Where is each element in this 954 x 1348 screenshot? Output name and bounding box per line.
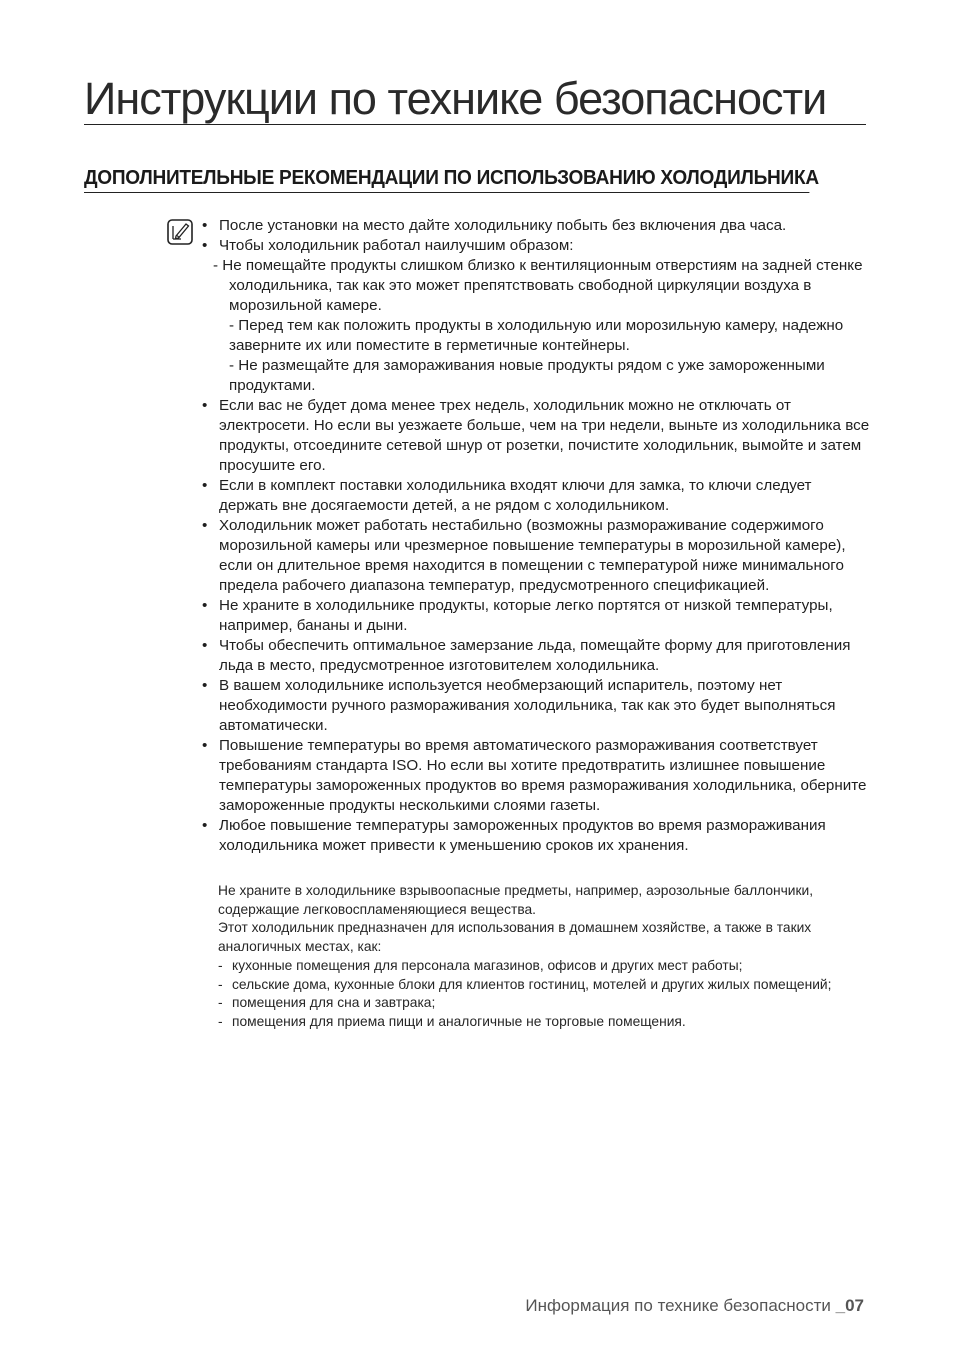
list-item: • В вашем холодильнике используется необмерзающий испаритель, поэтому нет необходимости ручного размораживания холодильника, так как это будет выполняться автоматически. (200, 676, 870, 736)
note-paragraph: Не храните в холодильнике взрывоопасные предметы, например, аэрозольные баллончики, содержащие легковоспламеняющиеся вещества. (218, 883, 814, 917)
list-item: • После установки на место дайте холодильнику побыть без включения два часа. (200, 216, 870, 236)
list-item: • Любое повышение температуры замороженных продуктов во время размораживания холодильника может привести к уменьшению сроков их хранения. (200, 816, 870, 856)
list-item: • Чтобы холодильник работал наилучшим образом: (200, 236, 870, 256)
recommendations-list (200, 216, 870, 856)
list-item: • Если в комплект поставки холодильника входят ключи для замка, то ключи следует держать вне досягаемости детей, а не рядом с холодильником. (200, 476, 870, 516)
note-list-item: - помещения для сна и завтрака; (218, 994, 868, 1013)
list-item: • Холодильник может работать нестабильно (возможны размораживание содержимого морозильной камеры или чрезмерное повышение температуры в морозильной камере), если он длительное время находится в помещении с температурой ниже минимального предела рабочего диапазона температур, предусмотренного спецификацией. (200, 516, 870, 596)
page-number: _07 (835, 1296, 864, 1315)
list-item: • Не храните в холодильнике продукты, которые легко портятся от низкой температуры, например, бананы и дыни. (200, 596, 870, 636)
note-list-item: - сельские дома, кухонные блоки для клиентов гостиниц, мотелей и других жилых помещений; (218, 976, 868, 995)
note-list-item: - помещения для приема пищи и аналогичные не торговые помещения. (218, 1013, 868, 1032)
note-list-item: - кухонные помещения для персонала магазинов, офисов и других мест работы; (218, 957, 868, 976)
note-paragraph: Этот холодильник предназначен для использования в домашнем хозяйстве, а также в таких аналогичных местах, как: (218, 920, 812, 955)
list-item: • Если вас не будет дома менее трех недель, холодильник можно не отключать от электросети. Но если вы уезжаете больше, чем на три недели, выньте из холодильника все продукты, отсоедините сетевой шнур от розетки, почистите холодильник, вымойте и затем просушите его. (200, 396, 870, 476)
list-item: • Чтобы обеспечить оптимальное замерзание льда, помещайте форму для приготовления льда в место, предусмотренное изготовителем холодильника. (200, 636, 870, 676)
list-subitem: - Не помещайте продукты слишком близко к вентиляционным отверстиям на задней стенке холодильника, так как это может препятствовать свободной циркуляции воздуха в морозильной камере. (213, 257, 863, 314)
list-subitem: - Перед тем как положить продукты в холодильную или морозильную камеру, надежно заверните их или поместите в герметичные контейнеры. (229, 317, 844, 354)
list-item: • Повышение температуры во время автоматического размораживания соответствует требованиям стандарта ISO. Но если вы хотите предотвратить излишнее повышение температуры замороженных продуктов во время размораживания холодильника, оберните замороженные продукты несколькими слоями газеты. (200, 736, 870, 816)
page-footer (525, 1296, 864, 1316)
note-pencil-icon (167, 219, 193, 245)
usage-note (218, 882, 868, 1032)
list-subitem: - Не размещайте для замораживания новые продукты рядом с уже замороженными продуктами. (229, 357, 825, 394)
section-title: ДОПОЛНИТЕЛЬНЫЕ РЕКОМЕНДАЦИИ ПО ИСПОЛЬЗОВАНИЮ ХОЛОДИЛЬНИКА (84, 165, 809, 193)
footer-text: Информация по технике безопасности (525, 1296, 836, 1315)
page-title: Инструкции по технике безопасности (84, 74, 866, 125)
